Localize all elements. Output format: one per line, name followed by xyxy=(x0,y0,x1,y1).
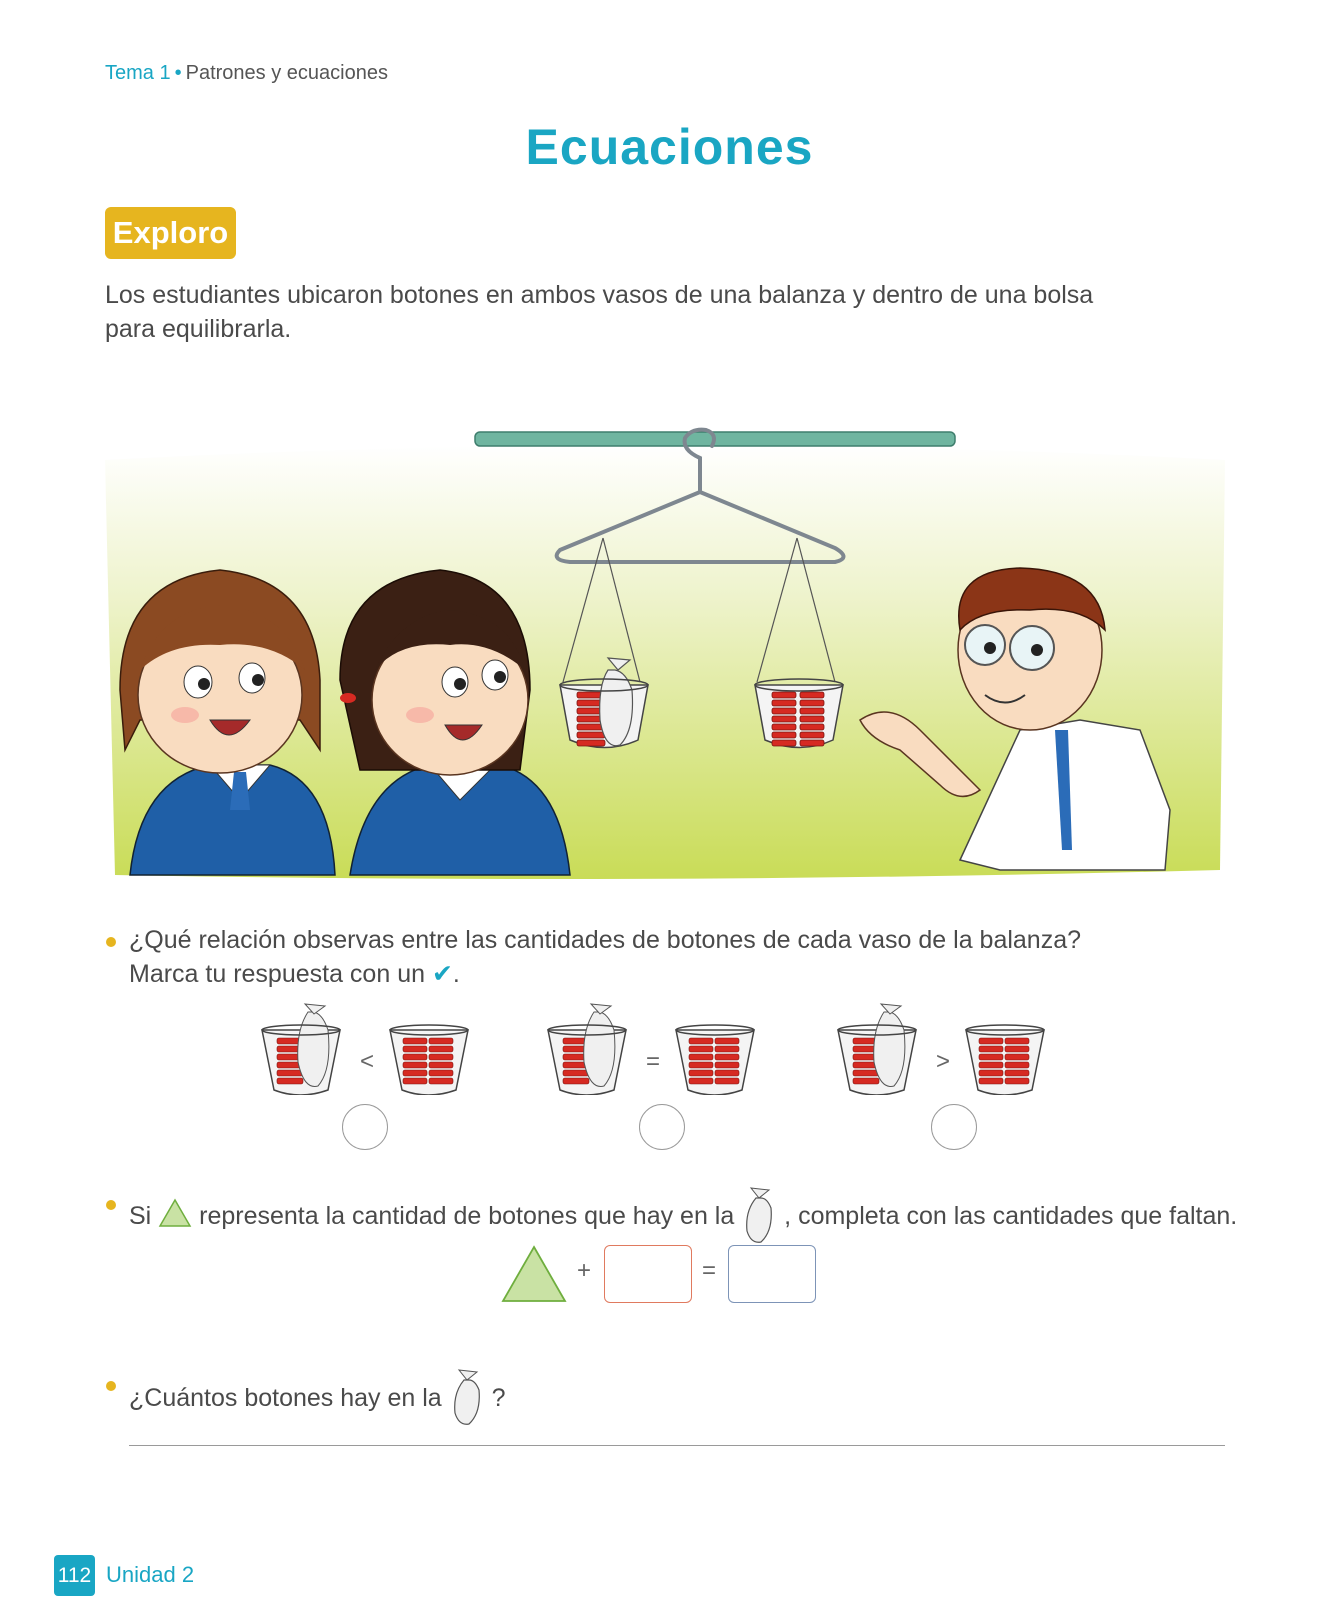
option-equal xyxy=(546,1000,766,1150)
question-1-text: ¿Qué relación observas entre las cantidades de botones de cada vaso de la balanza? Marca tu respuesta con un xyxy=(129,926,1082,988)
relation-symbol: > xyxy=(936,1048,951,1075)
unit-label: Unidad 2 xyxy=(106,1562,195,1587)
bag-icon xyxy=(449,1368,485,1428)
triangle-icon xyxy=(158,1198,192,1228)
question-3-post: ? xyxy=(491,1384,506,1412)
answer-line[interactable] xyxy=(129,1445,1225,1446)
tema-label: Tema 1 xyxy=(105,62,171,84)
page-title: Ecuaciones xyxy=(525,119,814,175)
option-radio-greater-than[interactable] xyxy=(931,1104,977,1150)
question-2-mid: representa la cantidad de botones que hay en la xyxy=(199,1202,735,1230)
breadcrumb xyxy=(105,62,388,85)
triangle-icon xyxy=(500,1244,568,1304)
relation-symbol: < xyxy=(360,1048,375,1075)
question-3-pre: ¿Cuántos botones hay en la xyxy=(129,1384,442,1412)
answer-box-addend[interactable] xyxy=(604,1245,692,1303)
student-girl-left xyxy=(120,570,335,875)
question-2-pre: Si xyxy=(129,1202,152,1230)
option-less-than xyxy=(260,1000,480,1150)
page-number: 112 xyxy=(54,1555,95,1596)
section-badge: Exploro xyxy=(105,207,236,259)
equals-sign: = xyxy=(702,1257,717,1284)
bag-icon xyxy=(600,670,633,746)
bullet xyxy=(106,937,116,947)
option-radio-less-than[interactable] xyxy=(342,1104,388,1150)
question-1 xyxy=(129,923,1129,991)
checkmark-icon: ✔ xyxy=(431,960,453,988)
tema-separator: • xyxy=(174,62,182,84)
intro-paragraph: Los estudiantes ubicaron botones en ambos vasos de una balanza y dentro de una bolsa para equilibrarla. xyxy=(105,281,1094,343)
bullet xyxy=(106,1381,116,1391)
answer-box-sum[interactable] xyxy=(728,1245,816,1303)
question-2-post: , completa con las cantidades que faltan. xyxy=(784,1202,1238,1230)
question-2 xyxy=(129,1186,1237,1246)
option-radio-equal[interactable] xyxy=(639,1104,685,1150)
bag-icon xyxy=(741,1186,777,1246)
right-cup xyxy=(755,679,843,748)
balance-scene-illustration xyxy=(100,420,1230,890)
tema-topic: Patrones y ecuaciones xyxy=(185,62,388,84)
question-3 xyxy=(129,1368,506,1428)
plus-sign: + xyxy=(577,1257,592,1284)
question-1-end: . xyxy=(452,960,460,988)
bullet xyxy=(106,1200,116,1210)
relation-symbol: = xyxy=(646,1048,661,1075)
option-greater-than xyxy=(836,1000,1056,1150)
